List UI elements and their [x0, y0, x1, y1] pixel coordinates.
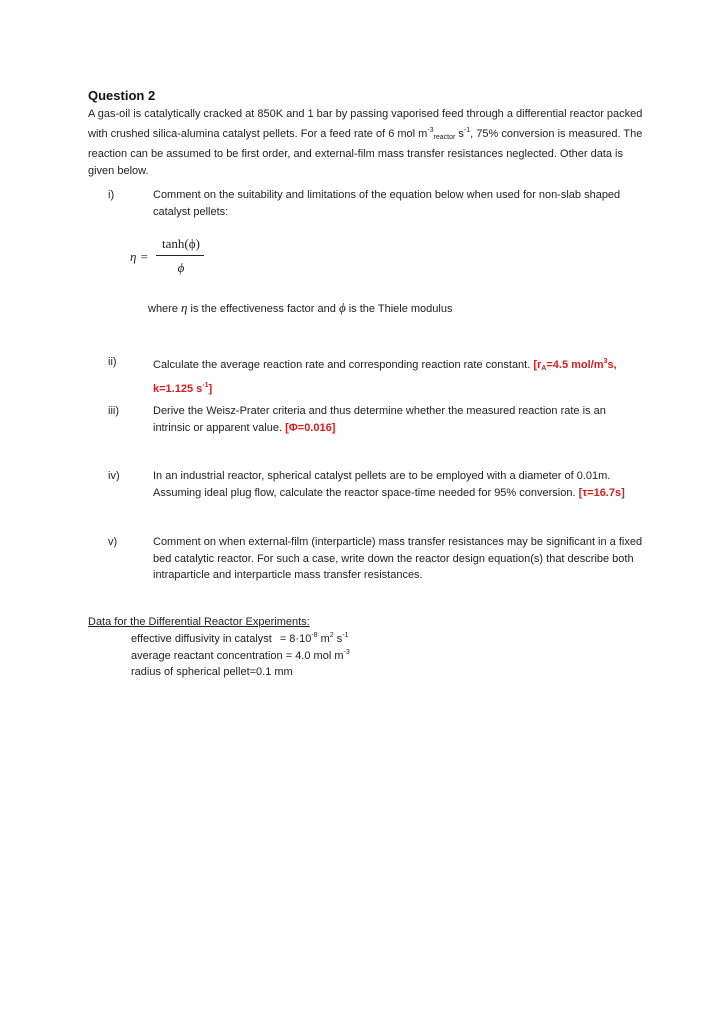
question-title: Question 2 — [88, 88, 156, 103]
part-iii-answer: [Φ=0.016] — [285, 421, 336, 434]
part-v-number: v) — [108, 536, 118, 548]
where-line: where η is the effectiveness factor and ϕ is the Thiele modulus — [148, 300, 453, 315]
data-row-concentration: average reactant concentration = 4.0 mol $m^{-3}$ — [131, 649, 350, 662]
part-ii-answer: [$r_A=4.5$ mol/$m^3s$, k=1.125 $s^{-1}$] — [153, 358, 617, 395]
part-iii-number: iii) — [108, 405, 119, 417]
effectiveness-equation — [130, 236, 220, 284]
equation-denominator: ϕ — [177, 260, 185, 275]
part-i-text: Comment on the suitability and limitations of the equation below when used for non-slab shaped catalyst pellets: — [153, 189, 621, 218]
question-intro: A gas-oil is catalytically cracked at 850K and 1 bar by passing vaporised feed through a differential reactor packed with crushed silica-alumina catalyst pellets. For a feed rate of 6 mol $m^{-3}_{reactor}$ $s^{-1}$, 75% conversion is measured. The reaction can be assumed to be first order, and external-film mass transfer resistances neglected. Other data is given below. — [88, 108, 643, 177]
part-iv-text: In an industrial reactor, spherical catalyst pellets are to be employed with a diameter of 0.01m. Assuming ideal plug flow, calculate the reactor space-time needed for 95% conversion. [τ=16.7s] — [153, 470, 625, 499]
data-section-title: Data for the Differential Reactor Experiments: — [88, 616, 310, 628]
part-i-number: i) — [108, 189, 115, 201]
part-v-text: Comment on when external-film (interparticle) mass transfer resistances may be significant in a fixed bed catalytic reactor. For such a case, write down the reactor design equation(s) that describe both intraparticle and interparticle mass transfer resistances. — [153, 536, 643, 581]
part-iv-number: iv) — [108, 470, 120, 482]
part-iii-text: Derive the Weisz-Prater criteria and thus determine whether the measured reaction rate is an intrinsic or apparent value. [Φ=0.016] — [153, 405, 606, 434]
part-iv-answer: [τ=16.7s] — [578, 486, 625, 499]
part-ii-text: Calculate the average reaction rate and corresponding reaction rate constant. [$r_A=4.5$ mol/$m^3s$, k=1.125 $s^{-1}$] — [153, 358, 617, 395]
fraction-bar — [156, 255, 204, 256]
equation-numerator: tanh(ϕ) — [162, 236, 200, 251]
equation-lhs: η = — [130, 249, 149, 264]
part-ii-number: ii) — [108, 356, 117, 368]
data-row-radius: radius of spherical pellet=0.1 mm — [131, 666, 293, 678]
data-row-diffusivity: effective diffusivity in catalyst = $8\cdot 10^{-8}$ $m^2$ $s^{-1}$ — [131, 632, 349, 645]
